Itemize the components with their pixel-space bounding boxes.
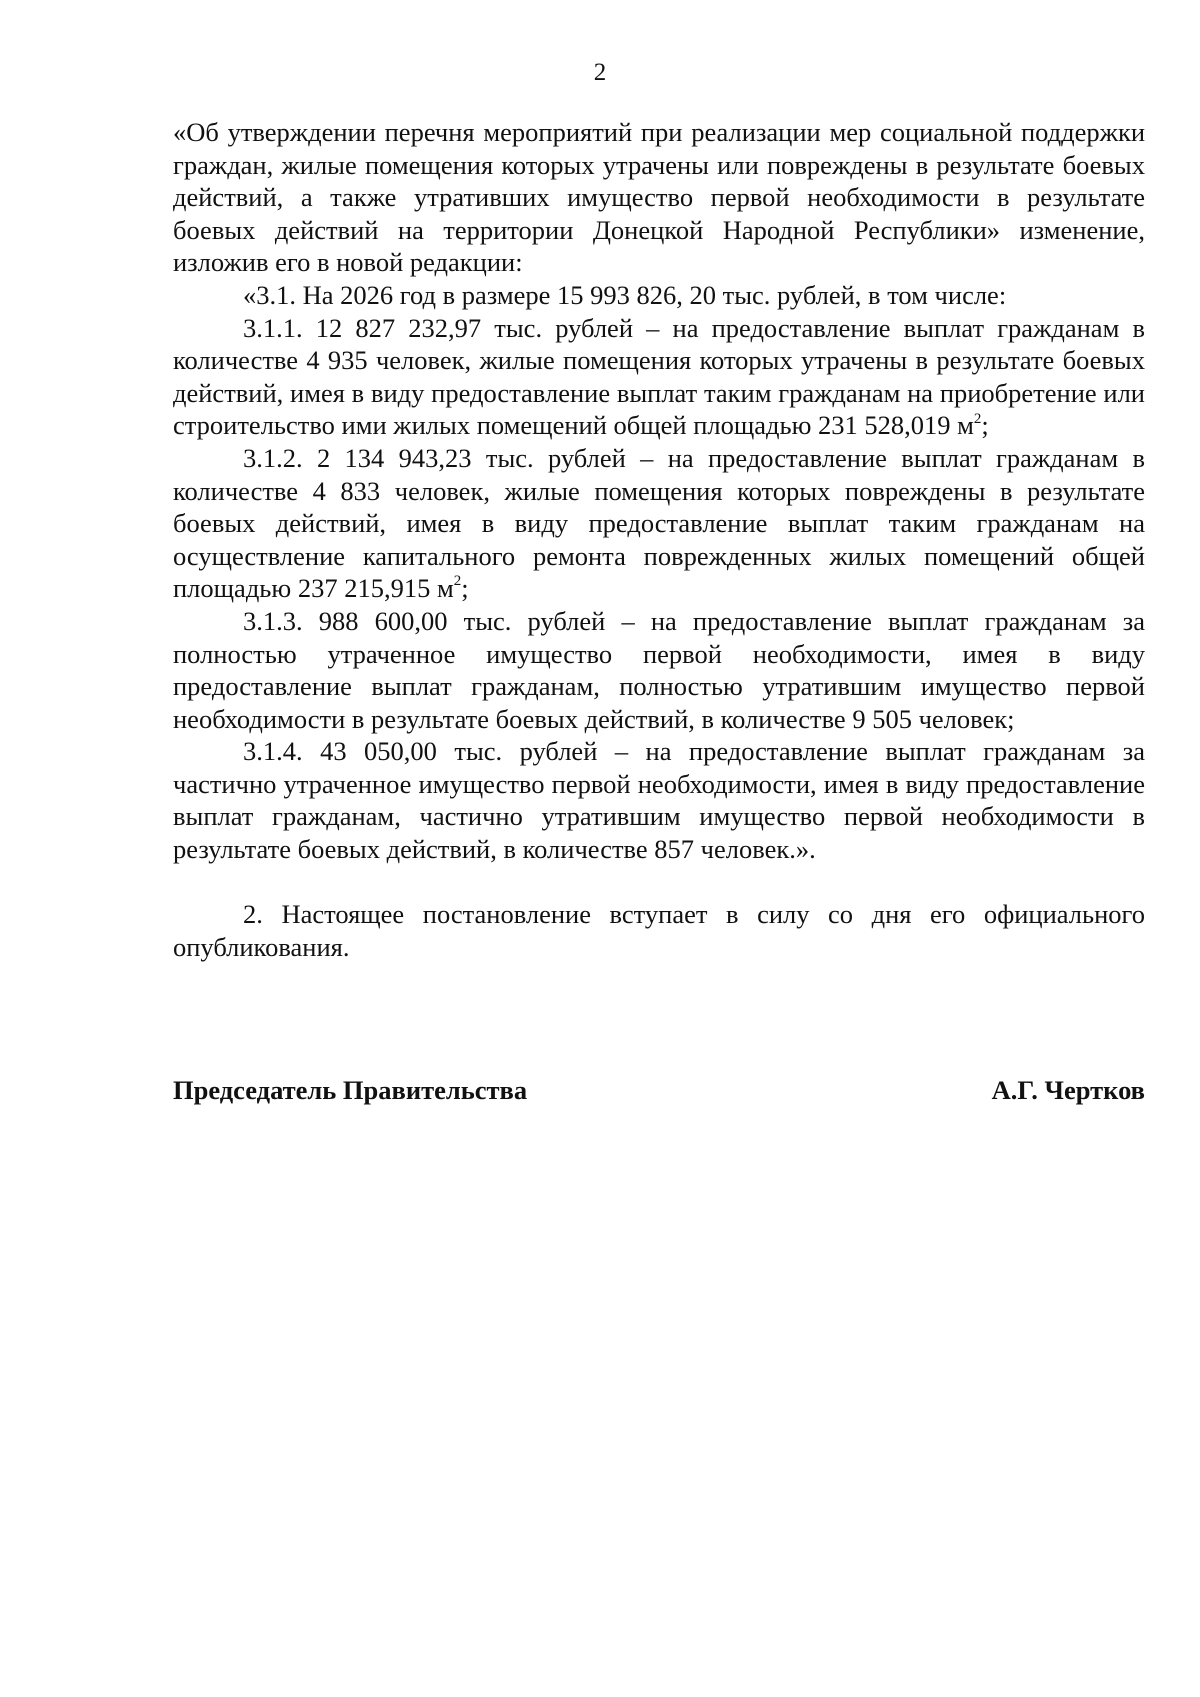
paragraph-3-1-4: 3.1.4. 43 050,00 тыс. рублей – на предоставление выплат гражданам за частично утраченное имущество первой необходимости, имея в виду предоставление выплат гражданам, частично утратившим имущество первой необходимости в результате боевых действий, в количестве 857 человек.». (173, 736, 1145, 865)
superscript-2: 2 (453, 573, 462, 590)
paragraph-3-1-2-end: ; (461, 573, 469, 604)
page-number: 2 (593, 59, 607, 86)
paragraph-intro: «Об утверждении перечня мероприятий при реализации мер социальной поддержки граждан, жилые помещения которых утрачены или повреждены в результате боевых действий, а также утративших имущество первой необходимости в результате боевых действий на территории Донецкой Народной Республики» изменение, изложив его в новой редакции: (173, 117, 1145, 278)
paragraph-3-1-1 (173, 312, 1145, 442)
paragraph-3-1: «3.1. На 2026 год в размере 15 993 826, 20 тыс. рублей, в том числе: (243, 279, 1007, 310)
paragraph-3-1-3: 3.1.3. 988 600,00 тыс. рублей – на предоставление выплат гражданам за полностью утраченное имущество первой необходимости, имея в виду предоставление выплат гражданам, полностью утратившим имущество первой необходимости в результате боевых действий, в количестве 9 505 человек; (173, 605, 1145, 734)
signatory-name: А.Г. Чертков (991, 1075, 1145, 1105)
superscript-2: 2 (973, 410, 982, 427)
paragraph-3-1-1-text: 3.1.1. 12 827 232,97 тыс. рублей – на предоставление выплат гражданам в количестве 4 935 человек, жилые помещения которых утрачены в результате боевых действий, имея в виду предоставление выплат таким гражданам на приобретение или строительство ими жилых помещений общей площадью 231 528,019 м (173, 312, 1145, 441)
paragraph-2: 2. Настоящее постановление вступает в силу со дня его официального опубликования. (173, 899, 1145, 962)
paragraph-3-1-2 (173, 442, 1145, 605)
paragraph-3-1-2-text: 3.1.2. 2 134 943,23 тыс. рублей – на предоставление выплат гражданам в количестве 4 833 человек, жилые помещения которых повреждены в результате боевых действий, имея в виду предоставление выплат таким гражданам на осуществление капитального ремонта поврежденных жилых помещений общей площадью 237 215,915 м (173, 442, 1145, 604)
document-body (173, 116, 1145, 963)
signatory-position: Председатель Правительства (173, 1075, 528, 1105)
paragraph-3-1-1-end: ; (981, 410, 989, 441)
